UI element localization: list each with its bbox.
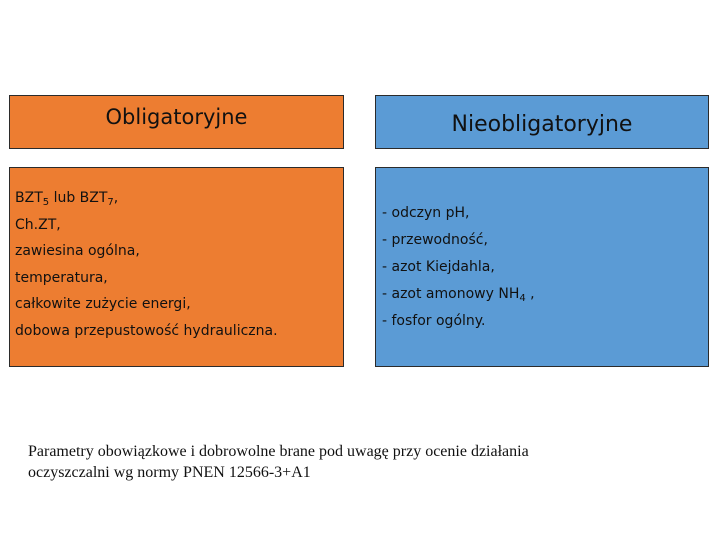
bzt5-subscript: 5 [42,197,50,208]
bzt7-subscript: 7 [107,197,114,208]
optional-item-total-phosphorus: - fosfor ogólny. [382,313,486,329]
ammonium-comma: , [525,286,535,302]
nh4-subscript: 4 [519,293,526,304]
mandatory-header-box [9,95,344,149]
bzt-label: BZT [15,190,43,206]
mandatory-item-temperature: temperatura, [15,269,108,286]
bzt-or-label: lub BZT [49,190,108,206]
figure-caption [28,441,668,483]
mandatory-item-chzt: Ch.ZT, [15,216,61,233]
optional-item-conductivity: - przewodność, [382,232,488,248]
optional-parameters-box [375,167,709,367]
optional-header-box [375,95,709,149]
mandatory-item-bzt [15,188,343,215]
optional-header-label: Nieobligatoryjne [451,111,633,137]
optional-item-ammonium-nitrogen [382,284,708,311]
ammonium-label: - azot amonowy NH [382,286,520,302]
mandatory-header-label: Obligatoryjne [105,105,248,129]
mandatory-item-suspended-solids: zawiesina ogólna, [15,243,140,259]
mandatory-item-hydraulic-capacity: dobowa przepustowość hydrauliczna. [15,322,278,339]
caption-line-2: oczyszczalni wg normy PNEN 12566-3+A1 [28,464,311,481]
caption-line-1: Parametry obowiązkowe i dobrowolne brane pod uwagę przy ocenie działania [28,443,529,460]
mandatory-parameters-box [9,167,344,367]
mandatory-item-energy: całkowite zużycie energi, [15,296,191,312]
bzt-comma: , [113,190,119,206]
optional-item-ph: - odczyn pH, [382,205,470,221]
optional-item-kjeldahl-nitrogen: - azot Kiejdahla, [382,259,495,275]
